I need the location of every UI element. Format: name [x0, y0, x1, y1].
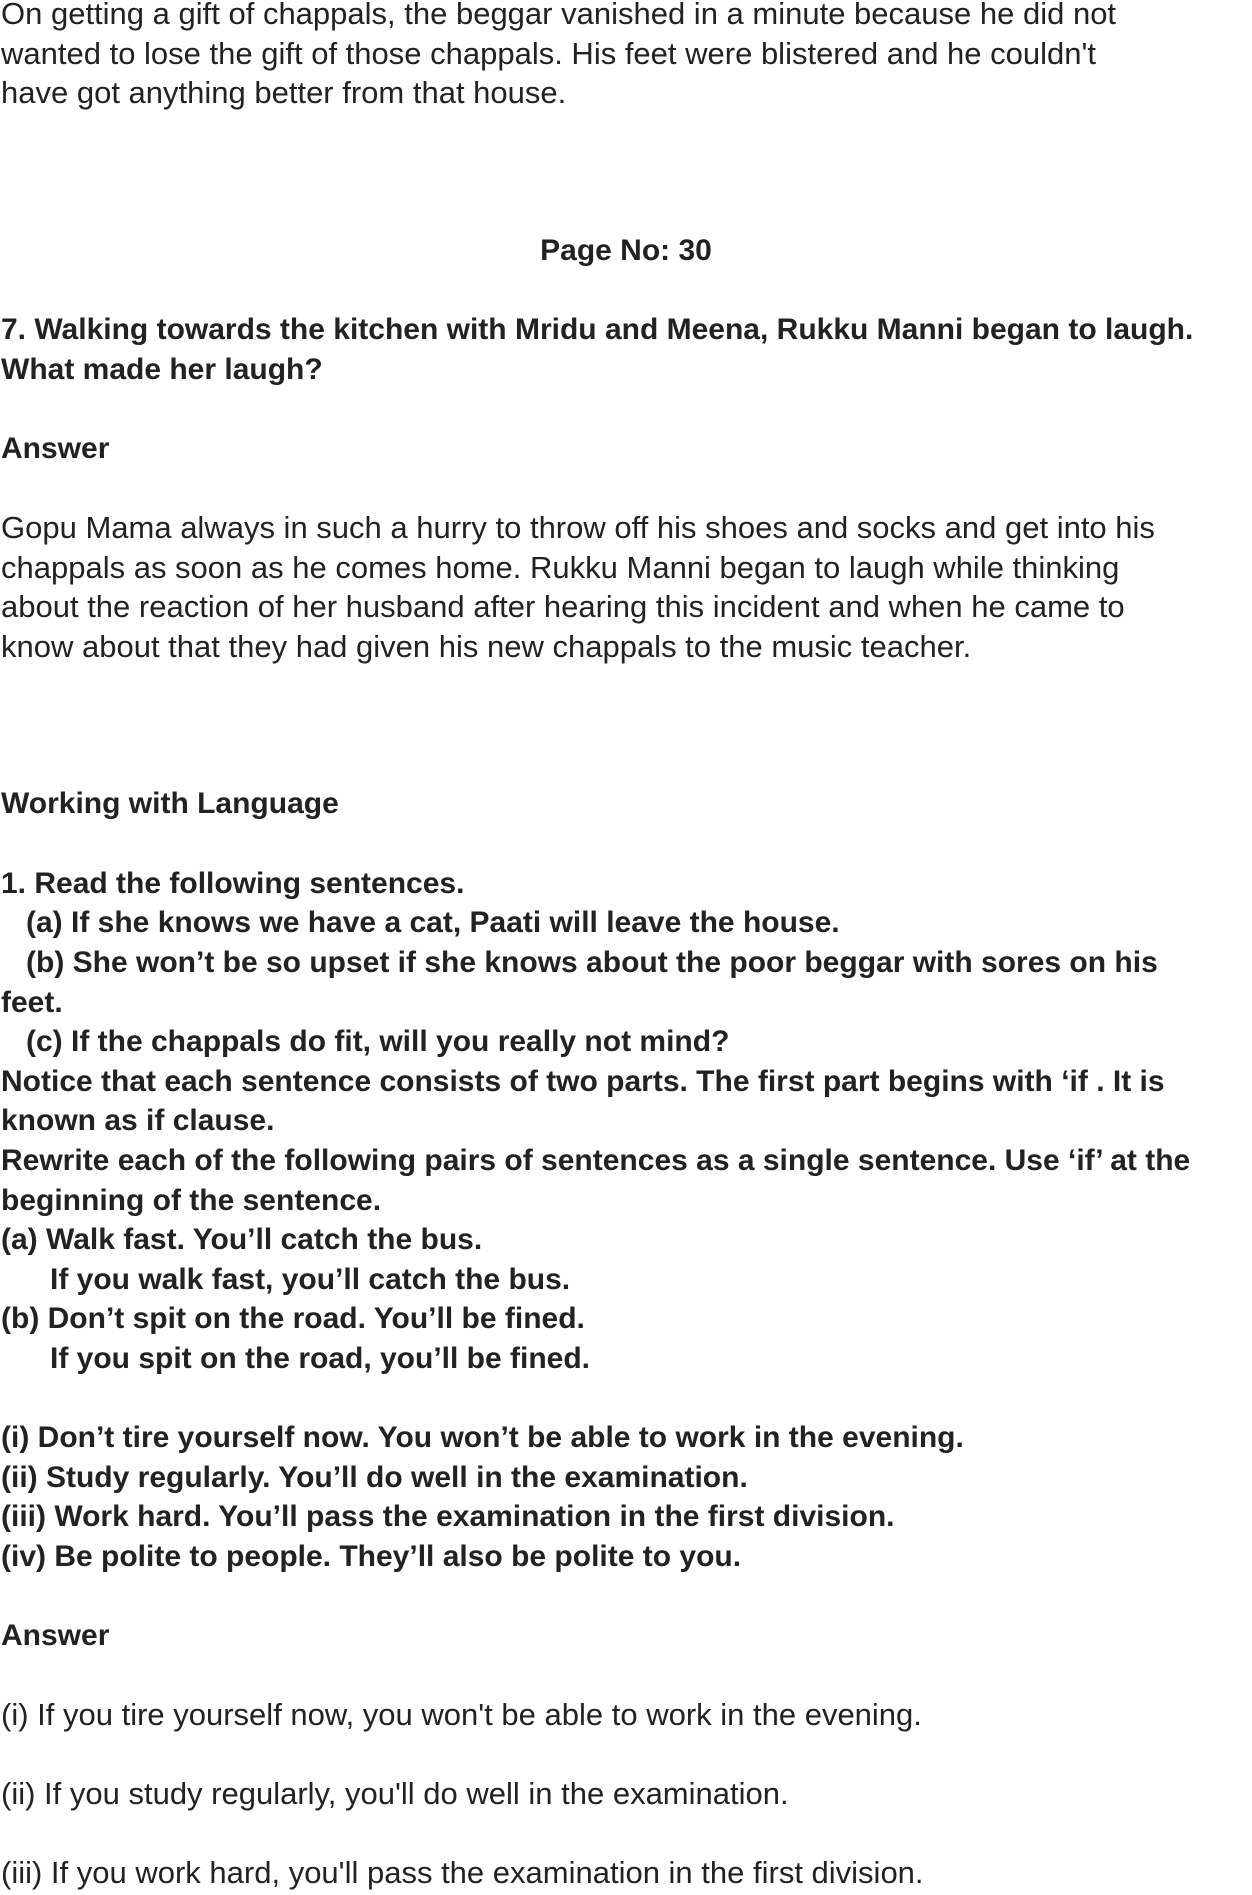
- example-sentence: (a) If she knows we have a cat, Paati will leave the house.: [26, 906, 840, 939]
- answer-line: chappals as soon as he comes home. Rukku Manni began to laugh while thinking: [1, 550, 1120, 585]
- page-number: Page No: 30: [540, 234, 712, 267]
- section-heading: Working with Language: [1, 787, 339, 820]
- question-line: What made her laugh?: [1, 353, 323, 386]
- example-sentence: (c) If the chappals do fit, will you really not mind?: [26, 1025, 730, 1058]
- intro-line: wanted to lose the gift of those chappals. His feet were blistered and he couldn't: [1, 36, 1097, 71]
- answer-line: know about that they had given his new chappals to the music teacher.: [1, 629, 972, 664]
- worked-example: (b) Don’t spit on the road. You’ll be fined.: [1, 1302, 585, 1335]
- answer-item: (iii) If you work hard, you'll pass the examination in the first division.: [1, 1855, 924, 1890]
- intro-line: On getting a gift of chappals, the beggar vanished in a minute because he did not: [1, 0, 1117, 31]
- exercise-item: (iv) Be polite to people. They’ll also be polite to you.: [1, 1540, 742, 1573]
- answer-item: (ii) If you study regularly, you'll do well in the examination.: [1, 1776, 789, 1811]
- exercise-item: (i) Don’t tire yourself now. You won’t be able to work in the evening.: [1, 1421, 964, 1454]
- exercise-question: 1. Read the following sentences.: [1, 867, 465, 900]
- answer-heading: Answer: [1, 1619, 110, 1652]
- worked-example-answer: If you spit on the road, you’ll be fined.: [50, 1342, 591, 1375]
- instruction-line: Notice that each sentence consists of two parts. The first part begins with ‘if . It is: [1, 1065, 1165, 1098]
- example-sentence: (b) She won’t be so upset if she knows about the poor beggar with sores on his: [26, 946, 1158, 979]
- answer-item: (i) If you tire yourself now, you won't be able to work in the evening.: [1, 1697, 922, 1732]
- answer-heading: Answer: [1, 432, 110, 465]
- instruction-line: Rewrite each of the following pairs of sentences as a single sentence. Use ‘if’ at the: [1, 1144, 1191, 1177]
- answer-line: Gopu Mama always in such a hurry to throw off his shoes and socks and get into his: [1, 510, 1155, 545]
- exercise-item: (ii) Study regularly. You’ll do well in the examination.: [1, 1461, 748, 1494]
- question-line: 7. Walking towards the kitchen with Mridu and Meena, Rukku Manni began to laugh.: [1, 313, 1194, 346]
- instruction-line: known as if clause.: [1, 1104, 275, 1137]
- intro-line: have got anything better from that house.: [1, 75, 567, 110]
- instruction-line: beginning of the sentence.: [1, 1184, 382, 1217]
- worked-example-answer: If you walk fast, you’ll catch the bus.: [50, 1263, 571, 1296]
- answer-line: about the reaction of her husband after hearing this incident and when he came to: [1, 589, 1125, 624]
- exercise-item: (iii) Work hard. You’ll pass the examination in the first division.: [1, 1500, 895, 1533]
- worked-example: (a) Walk fast. You’ll catch the bus.: [1, 1223, 483, 1256]
- example-sentence: feet.: [1, 986, 63, 1019]
